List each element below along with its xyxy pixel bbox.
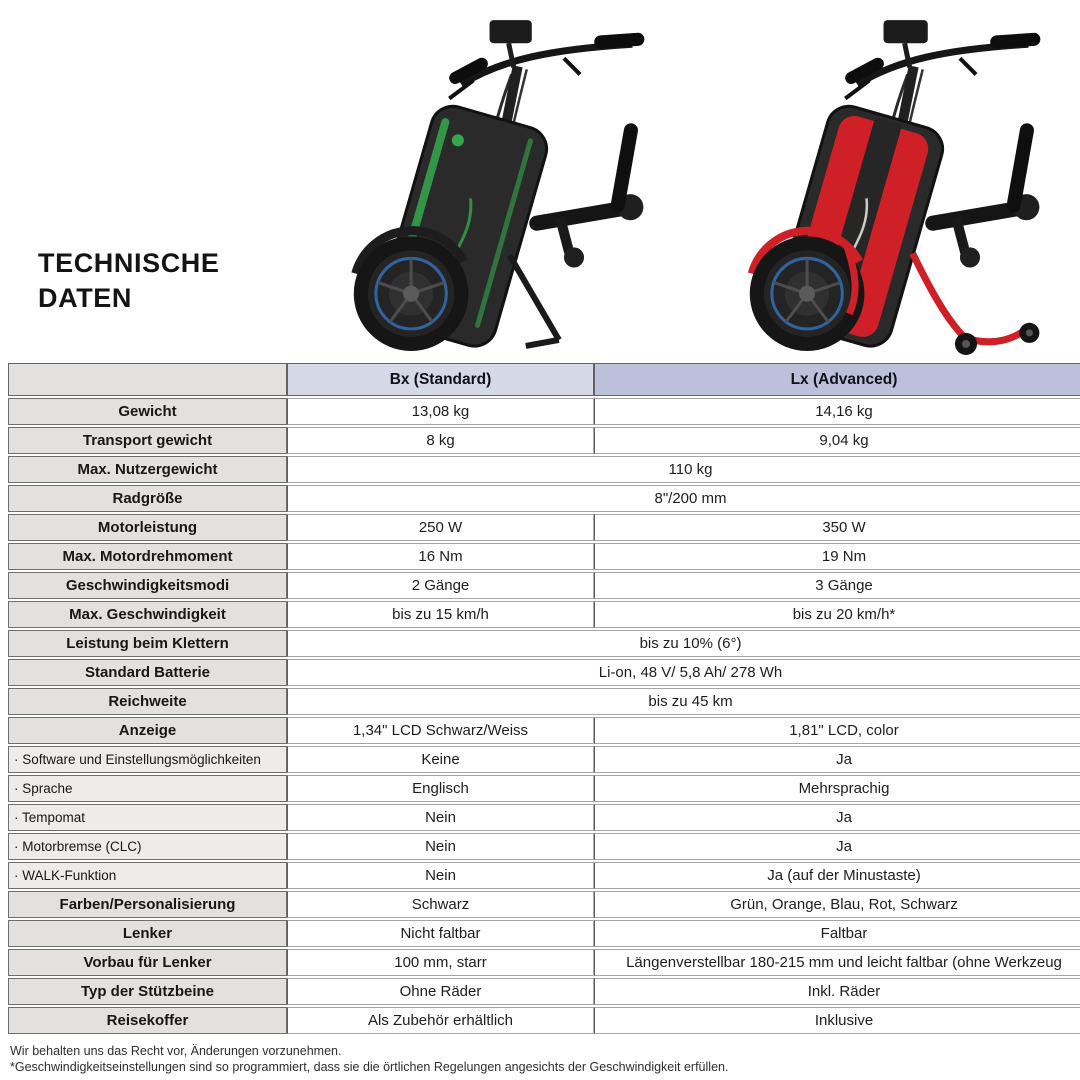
lx-product-illustration — [698, 4, 1062, 358]
row-label: Motorleistung — [8, 514, 287, 541]
column-header-bx: Bx (Standard) — [287, 363, 594, 396]
row-label: Max. Nutzergewicht — [8, 456, 287, 483]
bx-value: 8 kg — [287, 427, 594, 454]
table-row — [8, 456, 1080, 483]
row-label: Typ der Stützbeine — [8, 978, 287, 1005]
table-row — [8, 514, 1080, 541]
table-row — [8, 601, 1080, 628]
row-label: Reichweite — [8, 688, 287, 715]
lx-value: 350 W — [594, 514, 1080, 541]
table-row — [8, 891, 1080, 918]
merged-value: bis zu 45 km — [287, 688, 1080, 715]
column-header-lx: Lx (Advanced) — [594, 363, 1080, 396]
lx-value: 19 Nm — [594, 543, 1080, 570]
footnote-speed: *Geschwindigkeitseinstellungen sind so programmiert, dass sie die örtlichen Regelungen angesichts der Geschwindigkeit erfüllen. — [10, 1059, 729, 1074]
row-label: Lenker — [8, 920, 287, 947]
product-photo-bx — [310, 4, 658, 358]
row-label: Gewicht — [8, 398, 287, 425]
page-title — [38, 246, 220, 316]
table-row — [8, 630, 1080, 657]
lx-value: Inkl. Räder — [594, 978, 1080, 1005]
footnotes — [10, 1044, 728, 1075]
bx-value: Nicht faltbar — [287, 920, 594, 947]
merged-value: Li-on, 48 V/ 5,8 Ah/ 278 Wh — [287, 659, 1080, 686]
row-label: Vorbau für Lenker — [8, 949, 287, 976]
table-row — [8, 572, 1080, 599]
product-photo-lx — [698, 4, 1062, 358]
table-row — [8, 717, 1080, 744]
page-title-line-1: TECHNISCHE — [38, 248, 220, 278]
hero-section — [0, 0, 1080, 362]
table-row — [8, 688, 1080, 715]
row-label: Max. Geschwindigkeit — [8, 601, 287, 628]
row-label: Transport gewicht — [8, 427, 287, 454]
lx-value: Inklusive — [594, 1007, 1080, 1034]
row-label: · Software und Einstellungsmöglichkeiten — [8, 746, 287, 773]
lx-value: bis zu 20 km/h* — [594, 601, 1080, 628]
table-row — [8, 949, 1080, 976]
merged-value: 110 kg — [287, 456, 1080, 483]
table-row — [8, 862, 1080, 889]
row-label: Reisekoffer — [8, 1007, 287, 1034]
lx-value: 14,16 kg — [594, 398, 1080, 425]
table-row — [8, 920, 1080, 947]
table-header-row — [8, 363, 1080, 396]
row-label: · Tempomat — [8, 804, 287, 831]
table-row — [8, 659, 1080, 686]
spec-table-body — [8, 398, 1080, 1034]
table-row — [8, 804, 1080, 831]
lx-value: 3 Gänge — [594, 572, 1080, 599]
bx-value: Englisch — [287, 775, 594, 802]
table-row — [8, 746, 1080, 773]
row-label: Max. Motordrehmoment — [8, 543, 287, 570]
merged-value: 8"/200 mm — [287, 485, 1080, 512]
bx-value: bis zu 15 km/h — [287, 601, 594, 628]
bx-value: Nein — [287, 862, 594, 889]
lx-value: Ja — [594, 746, 1080, 773]
bx-value: 2 Gänge — [287, 572, 594, 599]
label-column-header — [8, 363, 287, 396]
lx-value: Ja — [594, 804, 1080, 831]
table-row — [8, 1007, 1080, 1034]
bx-value: Schwarz — [287, 891, 594, 918]
row-label: Geschwindigkeitsmodi — [8, 572, 287, 599]
table-row — [8, 485, 1080, 512]
row-label: Anzeige — [8, 717, 287, 744]
lx-value: Mehrsprachig — [594, 775, 1080, 802]
lx-value: Ja — [594, 833, 1080, 860]
bx-value: Nein — [287, 833, 594, 860]
row-label: Standard Batterie — [8, 659, 287, 686]
row-label: · Sprache — [8, 775, 287, 802]
lx-value: Längenverstellbar 180-215 mm und leicht faltbar (ohne Werkzeug — [594, 949, 1080, 976]
bx-value: Keine — [287, 746, 594, 773]
bx-product-illustration — [310, 4, 658, 358]
table-row — [8, 833, 1080, 860]
table-row — [8, 398, 1080, 425]
page-title-line-2: DATEN — [38, 283, 132, 314]
row-label: Radgröße — [8, 485, 287, 512]
spec-table — [8, 363, 1080, 1036]
row-label: · WALK-Funktion — [8, 862, 287, 889]
table-row — [8, 775, 1080, 802]
lx-value: Faltbar — [594, 920, 1080, 947]
row-label: · Motorbremse (CLC) — [8, 833, 287, 860]
lx-value: 1,81" LCD, color — [594, 717, 1080, 744]
bx-value: Nein — [287, 804, 594, 831]
merged-value: bis zu 10% (6°) — [287, 630, 1080, 657]
bx-value: Als Zubehör erhältlich — [287, 1007, 594, 1034]
bx-value: 100 mm, starr — [287, 949, 594, 976]
table-row — [8, 543, 1080, 570]
bx-value: Ohne Räder — [287, 978, 594, 1005]
bx-value: 13,08 kg — [287, 398, 594, 425]
lx-value: 9,04 kg — [594, 427, 1080, 454]
row-label: Farben/Personalisierung — [8, 891, 287, 918]
footnote-rights: Wir behalten uns das Recht vor, Änderungen vorzunehmen. — [10, 1044, 342, 1058]
lx-value: Ja (auf der Minustaste) — [594, 862, 1080, 889]
table-row — [8, 978, 1080, 1005]
bx-value: 250 W — [287, 514, 594, 541]
lx-value: Grün, Orange, Blau, Rot, Schwarz — [594, 891, 1080, 918]
table-row — [8, 427, 1080, 454]
bx-value: 16 Nm — [287, 543, 594, 570]
bx-value: 1,34" LCD Schwarz/Weiss — [287, 717, 594, 744]
row-label: Leistung beim Klettern — [8, 630, 287, 657]
